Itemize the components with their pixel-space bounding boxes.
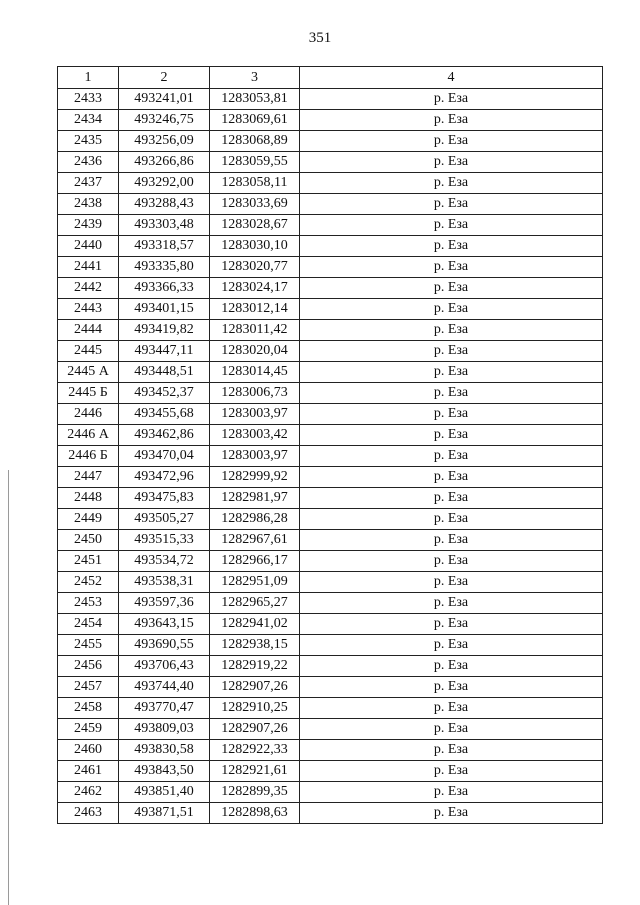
description-cell: р. Еза <box>300 362 603 383</box>
point-number-cell: 2448 <box>58 488 119 509</box>
x-coordinate-cell: 493246,75 <box>119 110 210 131</box>
x-coordinate-cell: 493462,86 <box>119 425 210 446</box>
header-cell-4: 4 <box>300 67 603 89</box>
description-cell: р. Еза <box>300 131 603 152</box>
x-coordinate-cell: 493419,82 <box>119 320 210 341</box>
y-coordinate-cell: 1282921,61 <box>210 761 300 782</box>
y-coordinate-cell: 1282899,35 <box>210 782 300 803</box>
x-coordinate-cell: 493843,50 <box>119 761 210 782</box>
point-number-cell: 2447 <box>58 467 119 488</box>
x-coordinate-cell: 493534,72 <box>119 551 210 572</box>
table-row <box>58 320 603 341</box>
point-number-cell: 2451 <box>58 551 119 572</box>
table-row <box>58 404 603 425</box>
y-coordinate-cell: 1282966,17 <box>210 551 300 572</box>
x-coordinate-cell: 493472,96 <box>119 467 210 488</box>
table-row <box>58 278 603 299</box>
header-cell-1: 1 <box>58 67 119 89</box>
description-cell: р. Еза <box>300 236 603 257</box>
description-cell: р. Еза <box>300 89 603 110</box>
table-row <box>58 131 603 152</box>
table-row <box>58 488 603 509</box>
y-coordinate-cell: 1282907,26 <box>210 719 300 740</box>
point-number-cell: 2463 <box>58 803 119 824</box>
y-coordinate-cell: 1282965,27 <box>210 593 300 614</box>
table-row <box>58 446 603 467</box>
point-number-cell: 2445 <box>58 341 119 362</box>
table-row <box>58 677 603 698</box>
y-coordinate-cell: 1282999,92 <box>210 467 300 488</box>
description-cell: р. Еза <box>300 404 603 425</box>
point-number-cell: 2462 <box>58 782 119 803</box>
description-cell: р. Еза <box>300 803 603 824</box>
point-number-cell: 2436 <box>58 152 119 173</box>
table-row <box>58 782 603 803</box>
description-cell: р. Еза <box>300 782 603 803</box>
point-number-cell: 2450 <box>58 530 119 551</box>
description-cell: р. Еза <box>300 110 603 131</box>
y-coordinate-cell: 1283003,97 <box>210 404 300 425</box>
point-number-cell: 2445 А <box>58 362 119 383</box>
table-row <box>58 467 603 488</box>
x-coordinate-cell: 493470,04 <box>119 446 210 467</box>
page-number: 351 <box>308 30 332 46</box>
x-coordinate-cell: 493706,43 <box>119 656 210 677</box>
point-number-cell: 2446 Б <box>58 446 119 467</box>
point-number-cell: 2456 <box>58 656 119 677</box>
y-coordinate-cell: 1283028,67 <box>210 215 300 236</box>
y-coordinate-cell: 1282919,22 <box>210 656 300 677</box>
point-number-cell: 2449 <box>58 509 119 530</box>
x-coordinate-cell: 493538,31 <box>119 572 210 593</box>
x-coordinate-cell: 493770,47 <box>119 698 210 719</box>
description-cell: р. Еза <box>300 257 603 278</box>
description-cell: р. Еза <box>300 530 603 551</box>
x-coordinate-cell: 493830,58 <box>119 740 210 761</box>
x-coordinate-cell: 493643,15 <box>119 614 210 635</box>
y-coordinate-cell: 1283030,10 <box>210 236 300 257</box>
coordinates-table <box>57 66 603 824</box>
description-cell: р. Еза <box>300 614 603 635</box>
x-coordinate-cell: 493452,37 <box>119 383 210 404</box>
description-cell: р. Еза <box>300 551 603 572</box>
y-coordinate-cell: 1283059,55 <box>210 152 300 173</box>
y-coordinate-cell: 1283014,45 <box>210 362 300 383</box>
y-coordinate-cell: 1283003,42 <box>210 425 300 446</box>
x-coordinate-cell: 493335,80 <box>119 257 210 278</box>
point-number-cell: 2457 <box>58 677 119 698</box>
table-row <box>58 740 603 761</box>
point-number-cell: 2439 <box>58 215 119 236</box>
y-coordinate-cell: 1282951,09 <box>210 572 300 593</box>
description-cell: р. Еза <box>300 383 603 404</box>
table-row <box>58 89 603 110</box>
y-coordinate-cell: 1283069,61 <box>210 110 300 131</box>
description-cell: р. Еза <box>300 194 603 215</box>
table-row <box>58 761 603 782</box>
table-row <box>58 299 603 320</box>
x-coordinate-cell: 493401,15 <box>119 299 210 320</box>
y-coordinate-cell: 1283033,69 <box>210 194 300 215</box>
point-number-cell: 2446 <box>58 404 119 425</box>
table-row <box>58 152 603 173</box>
point-number-cell: 2441 <box>58 257 119 278</box>
x-coordinate-cell: 493266,86 <box>119 152 210 173</box>
y-coordinate-cell: 1283011,42 <box>210 320 300 341</box>
table-row <box>58 257 603 278</box>
x-coordinate-cell: 493690,55 <box>119 635 210 656</box>
point-number-cell: 2433 <box>58 89 119 110</box>
table-body <box>58 89 603 824</box>
point-number-cell: 2461 <box>58 761 119 782</box>
y-coordinate-cell: 1282967,61 <box>210 530 300 551</box>
description-cell: р. Еза <box>300 278 603 299</box>
point-number-cell: 2455 <box>58 635 119 656</box>
x-coordinate-cell: 493448,51 <box>119 362 210 383</box>
y-coordinate-cell: 1282922,33 <box>210 740 300 761</box>
point-number-cell: 2459 <box>58 719 119 740</box>
description-cell: р. Еза <box>300 761 603 782</box>
y-coordinate-cell: 1283012,14 <box>210 299 300 320</box>
x-coordinate-cell: 493288,43 <box>119 194 210 215</box>
y-coordinate-cell: 1282981,97 <box>210 488 300 509</box>
description-cell: р. Еза <box>300 572 603 593</box>
x-coordinate-cell: 493366,33 <box>119 278 210 299</box>
y-coordinate-cell: 1283020,04 <box>210 341 300 362</box>
x-coordinate-cell: 493455,68 <box>119 404 210 425</box>
x-coordinate-cell: 493475,83 <box>119 488 210 509</box>
point-number-cell: 2440 <box>58 236 119 257</box>
description-cell: р. Еза <box>300 152 603 173</box>
x-coordinate-cell: 493241,01 <box>119 89 210 110</box>
y-coordinate-cell: 1283053,81 <box>210 89 300 110</box>
description-cell: р. Еза <box>300 593 603 614</box>
description-cell: р. Еза <box>300 215 603 236</box>
table-row <box>58 572 603 593</box>
table-row <box>58 698 603 719</box>
table-row <box>58 803 603 824</box>
x-coordinate-cell: 493515,33 <box>119 530 210 551</box>
table-row <box>58 215 603 236</box>
table-row <box>58 110 603 131</box>
point-number-cell: 2445 Б <box>58 383 119 404</box>
description-cell: р. Еза <box>300 656 603 677</box>
table-row <box>58 614 603 635</box>
table-row <box>58 551 603 572</box>
table-row <box>58 173 603 194</box>
y-coordinate-cell: 1282910,25 <box>210 698 300 719</box>
x-coordinate-cell: 493256,09 <box>119 131 210 152</box>
description-cell: р. Еза <box>300 173 603 194</box>
point-number-cell: 2454 <box>58 614 119 635</box>
description-cell: р. Еза <box>300 425 603 446</box>
table-row <box>58 194 603 215</box>
point-number-cell: 2460 <box>58 740 119 761</box>
y-coordinate-cell: 1282941,02 <box>210 614 300 635</box>
y-coordinate-cell: 1283006,73 <box>210 383 300 404</box>
point-number-cell: 2435 <box>58 131 119 152</box>
y-coordinate-cell: 1282907,26 <box>210 677 300 698</box>
x-coordinate-cell: 493809,03 <box>119 719 210 740</box>
x-coordinate-cell: 493303,48 <box>119 215 210 236</box>
description-cell: р. Еза <box>300 677 603 698</box>
description-cell: р. Еза <box>300 299 603 320</box>
description-cell: р. Еза <box>300 509 603 530</box>
description-cell: р. Еза <box>300 446 603 467</box>
description-cell: р. Еза <box>300 320 603 341</box>
y-coordinate-cell: 1283020,77 <box>210 257 300 278</box>
table-row <box>58 530 603 551</box>
x-coordinate-cell: 493744,40 <box>119 677 210 698</box>
x-coordinate-cell: 493318,57 <box>119 236 210 257</box>
point-number-cell: 2446 А <box>58 425 119 446</box>
table-header-row <box>58 67 603 89</box>
point-number-cell: 2453 <box>58 593 119 614</box>
y-coordinate-cell: 1283058,11 <box>210 173 300 194</box>
y-coordinate-cell: 1282938,15 <box>210 635 300 656</box>
description-cell: р. Еза <box>300 341 603 362</box>
table-row <box>58 593 603 614</box>
x-coordinate-cell: 493597,36 <box>119 593 210 614</box>
table-row <box>58 509 603 530</box>
table-row <box>58 341 603 362</box>
x-coordinate-cell: 493871,51 <box>119 803 210 824</box>
description-cell: р. Еза <box>300 467 603 488</box>
x-coordinate-cell: 493505,27 <box>119 509 210 530</box>
table-row <box>58 656 603 677</box>
description-cell: р. Еза <box>300 719 603 740</box>
y-coordinate-cell: 1283024,17 <box>210 278 300 299</box>
y-coordinate-cell: 1283003,97 <box>210 446 300 467</box>
x-coordinate-cell: 493447,11 <box>119 341 210 362</box>
x-coordinate-cell: 493292,00 <box>119 173 210 194</box>
point-number-cell: 2437 <box>58 173 119 194</box>
table-row <box>58 635 603 656</box>
point-number-cell: 2434 <box>58 110 119 131</box>
y-coordinate-cell: 1283068,89 <box>210 131 300 152</box>
x-coordinate-cell: 493851,40 <box>119 782 210 803</box>
table-row <box>58 425 603 446</box>
description-cell: р. Еза <box>300 698 603 719</box>
point-number-cell: 2444 <box>58 320 119 341</box>
point-number-cell: 2443 <box>58 299 119 320</box>
table-row <box>58 719 603 740</box>
table-row <box>58 362 603 383</box>
table-row <box>58 236 603 257</box>
description-cell: р. Еза <box>300 740 603 761</box>
scan-edge-line <box>8 470 9 905</box>
table-row <box>58 383 603 404</box>
header-cell-3: 3 <box>210 67 300 89</box>
y-coordinate-cell: 1282986,28 <box>210 509 300 530</box>
description-cell: р. Еза <box>300 635 603 656</box>
point-number-cell: 2438 <box>58 194 119 215</box>
header-cell-2: 2 <box>119 67 210 89</box>
point-number-cell: 2442 <box>58 278 119 299</box>
point-number-cell: 2458 <box>58 698 119 719</box>
point-number-cell: 2452 <box>58 572 119 593</box>
description-cell: р. Еза <box>300 488 603 509</box>
y-coordinate-cell: 1282898,63 <box>210 803 300 824</box>
